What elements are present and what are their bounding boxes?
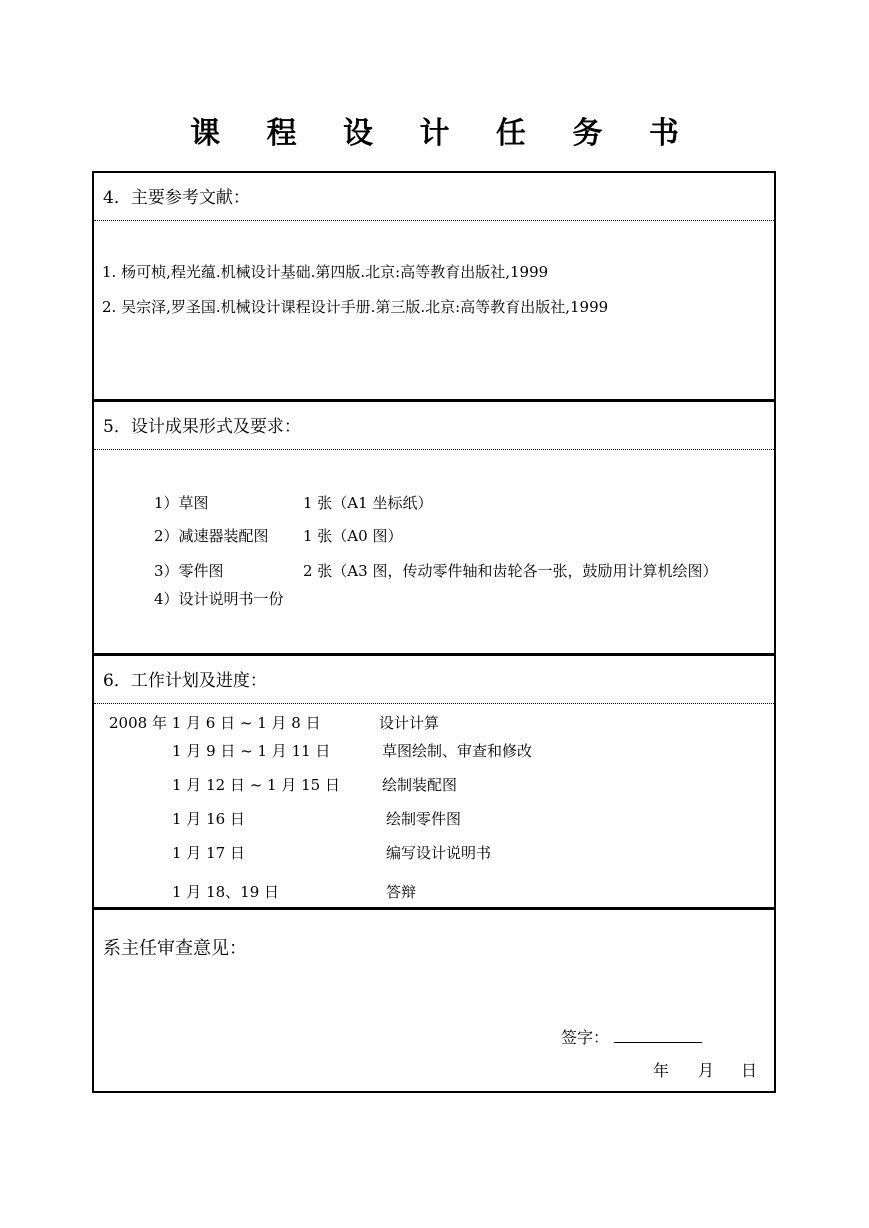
schedule-date: 1 月 12 日 ~ 1 月 15 日 [172,776,340,794]
deliverable-name: 2）减速器装配图 [154,527,269,545]
reference-item: 1. 杨可桢,程光蕴.机械设计基础.第四版.北京:高等教育出版社,1999 [102,263,549,281]
schedule-task: 答辩 [386,883,417,901]
schedule-task: 草图绘制、审查和修改 [382,742,533,760]
schedule-date: 1 月 9 日 ~ 1 月 11 日 [172,742,331,760]
deliverable-name: 4）设计说明书一份 [154,590,284,608]
date-month: 月 [698,1061,715,1080]
section-references [92,171,776,401]
section-review [92,908,776,1093]
schedule-task: 绘制装配图 [382,776,458,794]
page-title: 课 程 设 计 任 务 书 [190,116,697,151]
signature-label: 签字： [561,1028,610,1047]
section-heading: 6．工作计划及进度： [94,656,774,704]
review-heading: 系主任审查意见： [103,938,247,959]
schedule-task: 设计计算 [379,714,440,732]
schedule-date: 1 月 16 日 [172,810,245,828]
deliverable-detail: 1 张（A1 坐标纸） [303,494,433,512]
schedule-date: 1 月 18、19 日 [172,883,280,901]
deliverable-name: 1）草图 [154,494,209,512]
schedule-date: 1 月 17 日 [172,844,245,862]
schedule-date: 2008 年 1 月 6 日 ~ 1 月 8 日 [109,714,321,732]
section-heading: 4．主要参考文献： [94,173,774,221]
deliverable-detail: 2 张（A3 图，传动零件轴和齿轮各一张，鼓励用计算机绘图） [303,562,718,580]
schedule-task: 绘制零件图 [386,810,462,828]
signature-line [614,1042,702,1043]
section-schedule [92,654,776,909]
deliverable-detail: 1 张（A0 图） [303,527,403,545]
reference-item: 2. 吴宗泽,罗圣国.机械设计课程设计手册.第三版.北京:高等教育出版社,1999 [102,298,609,316]
section-deliverables [92,400,776,655]
schedule-task: 编写设计说明书 [386,844,492,862]
deliverable-name: 3）零件图 [154,562,224,580]
date-year: 年 [653,1061,670,1080]
section-heading: 5．设计成果形式及要求： [94,402,774,450]
date-day: 日 [741,1061,758,1080]
